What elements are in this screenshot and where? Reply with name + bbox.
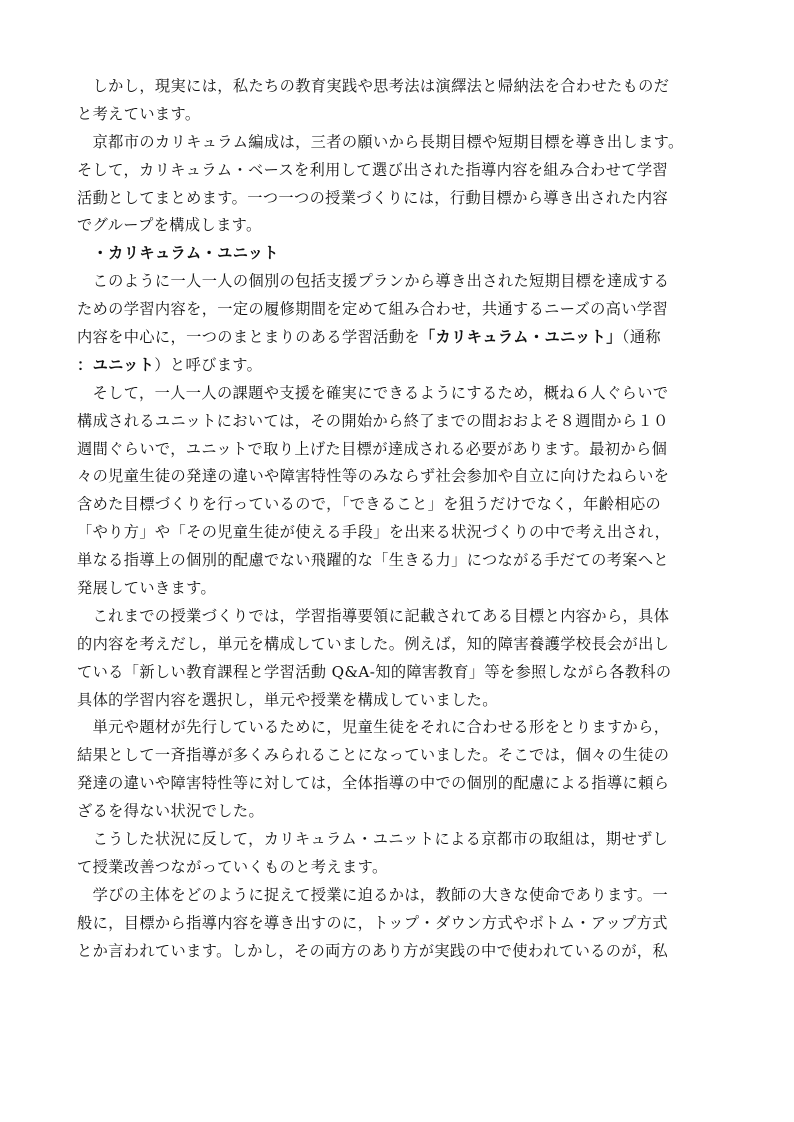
text-segment: 結果として一斉指導が多くみられることになっていました。そこでは，個々の生徒の: [77, 746, 670, 765]
text-line: [77, 129, 722, 157]
text-line: [77, 575, 722, 603]
text-segment: ている「新しい教育課程と学習活動 Q&A-知的障害教育」等を参照しながら各教科の: [77, 662, 672, 681]
text-line: [77, 101, 722, 129]
text-segment: 々の児童生徒の発達の違いや障害特性等のみならず社会参加や自立に向けたねらいを: [77, 467, 670, 486]
text-line: [77, 185, 722, 213]
text-segment: 単元や題材が先行しているために，児童生徒をそれに合わせる形をとりますから，: [77, 718, 670, 737]
text-line: [77, 212, 722, 240]
text-segment: 単なる指導上の個別的配慮でない飛躍的な「生きる力」につながる手だての考案へと: [77, 551, 670, 570]
text-line: [77, 854, 722, 882]
body-text: [77, 73, 722, 966]
text-line: [77, 352, 722, 380]
text-segment: しかし，現実には，私たちの教育実践や思考法は演繹法と帰納法を合わせたものだ: [77, 77, 670, 95]
text-line: [77, 240, 722, 268]
text-line: [77, 73, 722, 101]
text-segment: 京都市のカリキュラム編成は，三者の願いから長期目標や短期目標を導き出します。: [77, 132, 684, 151]
bold-text-segment: 「カリキュラム・ユニット」: [419, 328, 622, 347]
text-line: [77, 436, 722, 464]
text-line: [77, 380, 722, 408]
text-line: [77, 938, 722, 966]
text-segment: こうした状況に反して，カリキュラム・ユニットによる京都市の取組は，期せずし: [77, 830, 669, 849]
text-line: [77, 770, 722, 798]
text-line: [77, 659, 722, 687]
text-line: [77, 910, 722, 938]
text-segment: そして，カリキュラム・ベースを利用して選び出された指導内容を組み合わせて学習: [77, 160, 669, 179]
text-segment: 発展していきます。: [77, 579, 217, 598]
text-line: [77, 603, 722, 631]
text-segment: ざるを得ない状況でした。: [77, 802, 265, 821]
text-line: [77, 826, 722, 854]
text-segment: と考えています。: [77, 104, 201, 123]
text-line: [77, 687, 722, 715]
text-line: [77, 463, 722, 491]
text-line: [77, 742, 722, 770]
text-segment: 構成されるユニットにおいては，その開始から終了までの間おおよそ８週間から１０: [77, 411, 669, 430]
text-segment: そして，一人一人の課題や支援を確実にできるようにするため，概ね６人ぐらいで: [77, 383, 669, 402]
text-line: [77, 324, 722, 352]
text-line: [77, 547, 722, 575]
text-segment: このように一人一人の個別の包括支援プランから導き出された短期目標を達成する: [77, 272, 670, 291]
text-line: [77, 798, 722, 826]
text-segment: でグループを構成します。: [77, 216, 262, 235]
text-segment: 活動としてまとめます。一つ一つの授業づくりには，行動目標から導き出された内容: [77, 188, 669, 207]
text-segment: これまでの授業づくりでは，学習指導要領に記載されてある目標と内容から，具体: [77, 606, 670, 625]
text-segment: 「やり方」や「その児童生徒が使える手段」を出来る状況づくりの中で考え出され，: [77, 523, 671, 542]
text-segment: 的内容を考えだし，単元を構成していました。例えば，知的障害養護学校長会が出し: [77, 634, 670, 653]
bold-text-segment: ・カリキュラム・ユニット: [77, 244, 279, 263]
text-line: [77, 519, 722, 547]
text-segment: （通称: [621, 328, 661, 347]
text-segment: 含めた目標づくりを行っているので，「できること」を狙うだけでなく，年齢相応の: [77, 495, 662, 514]
text-line: [77, 408, 722, 436]
text-segment: ）と呼びます。: [154, 355, 263, 374]
text-line: [77, 491, 722, 519]
text-line: [77, 882, 722, 910]
bold-text-segment: ：ユニット: [77, 355, 155, 374]
text-segment: とか言われています。しかし，その両方のあり方が実践の中で使われているのが，私: [77, 941, 669, 960]
text-segment: 具体的学習内容を選択し，単元や授業を構成していました。: [77, 690, 498, 709]
text-segment: 週間ぐらいで，ユニットで取り上げた目標が達成される必要があります。最初から個: [77, 439, 668, 458]
text-line: [77, 268, 722, 296]
text-line: [77, 296, 722, 324]
text-segment: て授業改善つながっていくものと考えます。: [77, 857, 388, 876]
text-segment: 発達の違いや障害特性等に対しては，全体指導の中での個別的配慮による指導に頼ら: [77, 774, 670, 793]
text-line: [77, 714, 722, 742]
text-line: [77, 157, 722, 185]
text-segment: ための学習内容を，一定の履修期間を定めて組み合わせ，共通するニーズの高い学習: [77, 300, 669, 319]
text-segment: 学びの主体をどのように捉えて授業に迫るかは，教師の大きな使命であります。一: [77, 885, 669, 904]
text-line: [77, 631, 722, 659]
text-segment: 般に，目標から指導内容を導き出すのに，トップ・ダウン方式やボトム・アップ方式: [77, 913, 668, 932]
text-segment: 内容を中心に，一つのまとまりのある学習活動を: [77, 328, 420, 347]
